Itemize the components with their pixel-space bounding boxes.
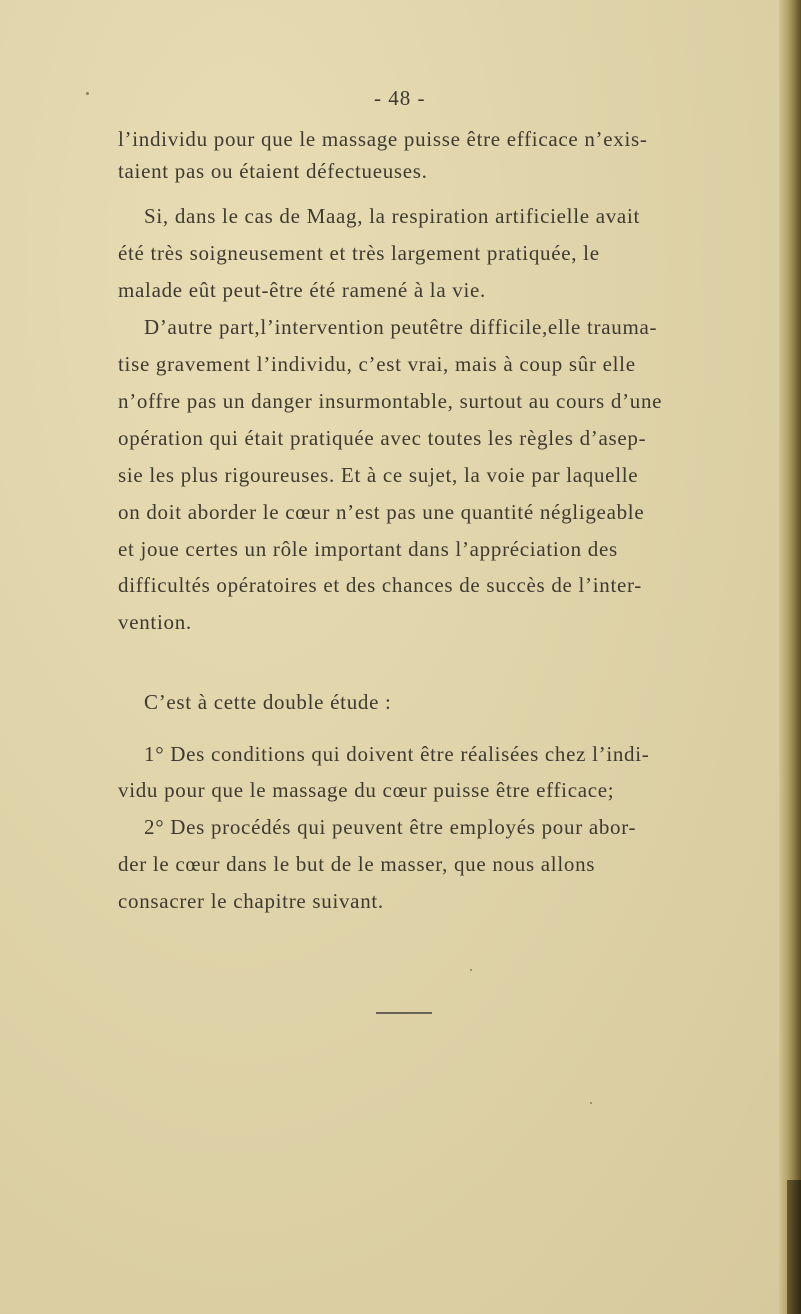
text-line: C’est à cette double étude : xyxy=(144,690,392,714)
section-divider-rule xyxy=(376,1012,432,1014)
text-line: opération qui était pratiquée avec toutes les règles d’asep- xyxy=(118,426,647,450)
text-line: et joue certes un rôle important dans l’appréciation des xyxy=(118,537,618,561)
text-line: l’individu pour que le massage puisse être efficace n’exis- xyxy=(118,127,648,151)
page-edge-shadow xyxy=(779,0,801,1314)
paper-speck xyxy=(86,92,89,95)
text-line: n’offre pas un danger insurmontable, surtout au cours d’une xyxy=(118,389,663,413)
text-line: on doit aborder le cœur n’est pas une quantité négligeable xyxy=(118,500,645,524)
text-line: malade eût peut-être été ramené à la vie. xyxy=(118,278,487,302)
page-number: - 48 - xyxy=(374,86,426,110)
text-line: consacrer le chapitre suivant. xyxy=(118,889,384,913)
text-line: vention. xyxy=(118,610,192,634)
text-line: vidu pour que le massage du cœur puisse être efficace; xyxy=(118,778,615,802)
text-line: sie les plus rigoureuses. Et à ce sujet, la voie par laquelle xyxy=(118,463,639,487)
text-line: 1° Des conditions qui doivent être réalisées chez l’indi- xyxy=(144,742,650,766)
text-line: tise gravement l’individu, c’est vrai, mais à coup sûr elle xyxy=(118,352,636,376)
page-edge-dark-corner xyxy=(787,1180,801,1314)
paper-speck xyxy=(470,969,472,971)
text-line: D’autre part,l’intervention peutêtre difficile,elle trauma- xyxy=(144,315,658,339)
paper-speck xyxy=(590,1102,592,1104)
text-line: taient pas ou étaient défectueuses. xyxy=(118,159,428,183)
text-line: été très soigneusement et très largement pratiquée, le xyxy=(118,241,600,265)
text-line: difficultés opératoires et des chances de succès de l’inter- xyxy=(118,573,642,597)
text-line: Si, dans le cas de Maag, la respiration artificielle avait xyxy=(144,204,641,228)
text-line: 2° Des procédés qui peuvent être employés pour abor- xyxy=(144,815,637,839)
text-line: der le cœur dans le but de le masser, que nous allons xyxy=(118,852,596,876)
